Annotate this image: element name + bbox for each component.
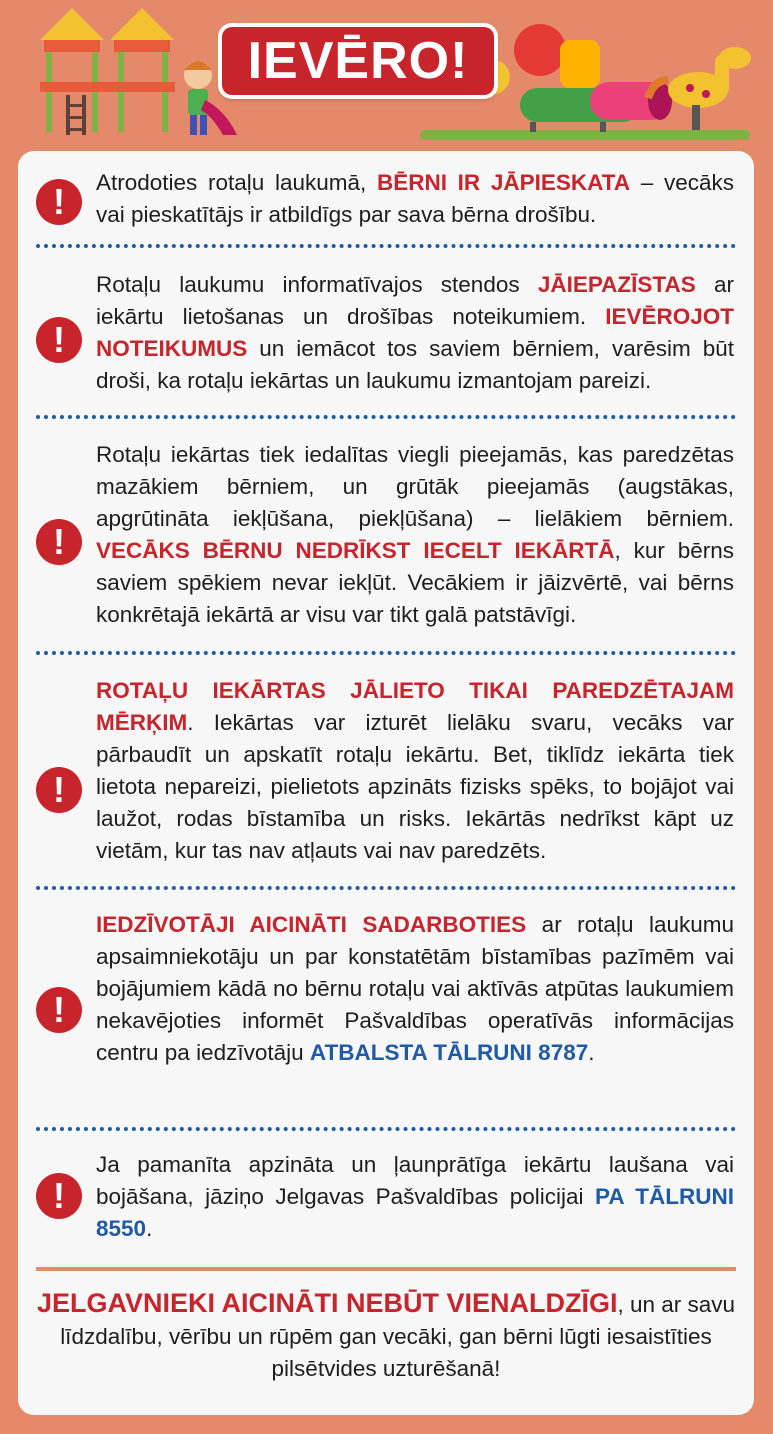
notice-card bbox=[18, 151, 754, 1415]
section-text-part: ar iekārtu lietošanas un drošības noteikumiem. bbox=[96, 272, 734, 329]
section-highlight: JĀIEPAZĪSTAS bbox=[537, 272, 696, 297]
phone-highlight: PA TĀLRUNI 8550 bbox=[96, 1184, 734, 1241]
dotted-divider bbox=[36, 1127, 736, 1131]
section-text-part: . bbox=[146, 1216, 153, 1241]
section-text-part: . bbox=[588, 1040, 595, 1065]
warning-icon: ! bbox=[36, 767, 82, 813]
warning-icon: ! bbox=[36, 519, 82, 565]
warning-icon: ! bbox=[36, 1173, 82, 1219]
section-text-part: Rotaļu laukumu informatīvajos stendos bbox=[96, 272, 538, 297]
section-3-text bbox=[96, 439, 734, 631]
page-title: IEVĒRO! bbox=[247, 32, 469, 90]
section-1-text bbox=[96, 167, 734, 231]
phone-highlight: ATBALSTA TĀLRUNI 8787 bbox=[309, 1040, 589, 1065]
section-text-part: Rotaļu iekārtas tiek iedalītas viegli pieejamās, kas paredzētas mazākiem bērniem, un grūtāk pieejamās (augstākas, apgrūtināta iekļūšana, piekļūšana) – lielākiem bērniem. bbox=[96, 442, 734, 531]
dotted-divider bbox=[36, 244, 736, 248]
section-5-text bbox=[96, 909, 734, 1069]
dotted-divider bbox=[36, 415, 736, 419]
closing-headline: JELGAVNIEKI AICINĀTI NEBŪT VIENALDZĪGI bbox=[36, 1288, 618, 1318]
section-text-part: . Iekārtas var izturēt lielāku svaru, vecāks var pārbaudīt un apskatīt rotaļu iekārtu. Bet, tiklīdz iekārta tiek lietota nepareizi, pielietots apzināts fizisks spēks, to bojājot vai laužot, rodas bīstamība un risks. Iekārtās nedrīkst kāpt uz vietām, kur tas nav atļauts vai nav paredzēts. bbox=[96, 710, 734, 863]
solid-divider bbox=[36, 1267, 736, 1271]
title-badge bbox=[222, 27, 494, 95]
dotted-divider bbox=[36, 651, 736, 655]
section-text-part: – vecāks vai pieskatītājs ir atbildīgs par sava bērna drošību. bbox=[96, 170, 735, 227]
child-icon bbox=[184, 61, 212, 135]
section-text-part: ar rotaļu laukumu apsaimniekotāju un par konstatētām bīstamības pazīmēm vai bojājumiem kādā no bērnu rotaļu vai aktīvās atpūtas laukumiem nekavējoties informēt Pašvaldības operatīvās informācijas centru pa iedzīvotāju bbox=[96, 912, 734, 1065]
section-text-part: un iemācot tos saviem bērniem, varēsim būt droši, ka rotaļu iekārtas un laukumu izmantojam pareizi. bbox=[96, 336, 734, 393]
section-4-text bbox=[96, 675, 734, 867]
section-text-part: Atrodoties rotaļu laukumā, bbox=[96, 170, 377, 195]
section-highlight: IEDZĪVOTĀJI AICINĀTI SADARBOTIES bbox=[96, 912, 527, 937]
climbing-frame-icon bbox=[40, 8, 175, 135]
header-illustration bbox=[0, 0, 773, 150]
section-6-text bbox=[96, 1149, 734, 1245]
closing-message bbox=[28, 1287, 744, 1385]
warning-icon: ! bbox=[36, 317, 82, 363]
section-highlight: IEVĒROJOT NOTEIKUMUS bbox=[96, 304, 734, 361]
section-highlight: VECĀKS BĒRNU NEDRĪKST IECELT IEKĀRTĀ bbox=[96, 538, 615, 563]
warning-icon: ! bbox=[36, 179, 82, 225]
section-highlight: BĒRNI IR JĀPIESKATA bbox=[376, 170, 631, 195]
section-text-part: Ja pamanīta apzināta un ļaunprātīga iekārtu laušana vai bojāšana, jāziņo Jelgavas Pašvaldības policijai bbox=[96, 1152, 734, 1209]
section-2-text bbox=[96, 269, 734, 397]
warning-icon: ! bbox=[36, 987, 82, 1033]
dotted-divider bbox=[36, 886, 736, 890]
closing-text: , un ar savu līdzdalību, vērību un rūpēm gan vecāki, gan bērni lūgti iesaistīties pilsētvides uzturēšanā! bbox=[60, 1292, 736, 1381]
section-highlight: ROTAĻU IEKĀRTAS JĀLIETO TIKAI PAREDZĒTAJAM MĒRĶIM bbox=[96, 678, 734, 735]
section-text-part: , kur bērns saviem spēkiem nevar iekļūt. Vecākiem ir jāizvērtē, vai bērns konkrētajā iekārtā ar visu var tikt galā patstāvīgi. bbox=[96, 538, 734, 627]
